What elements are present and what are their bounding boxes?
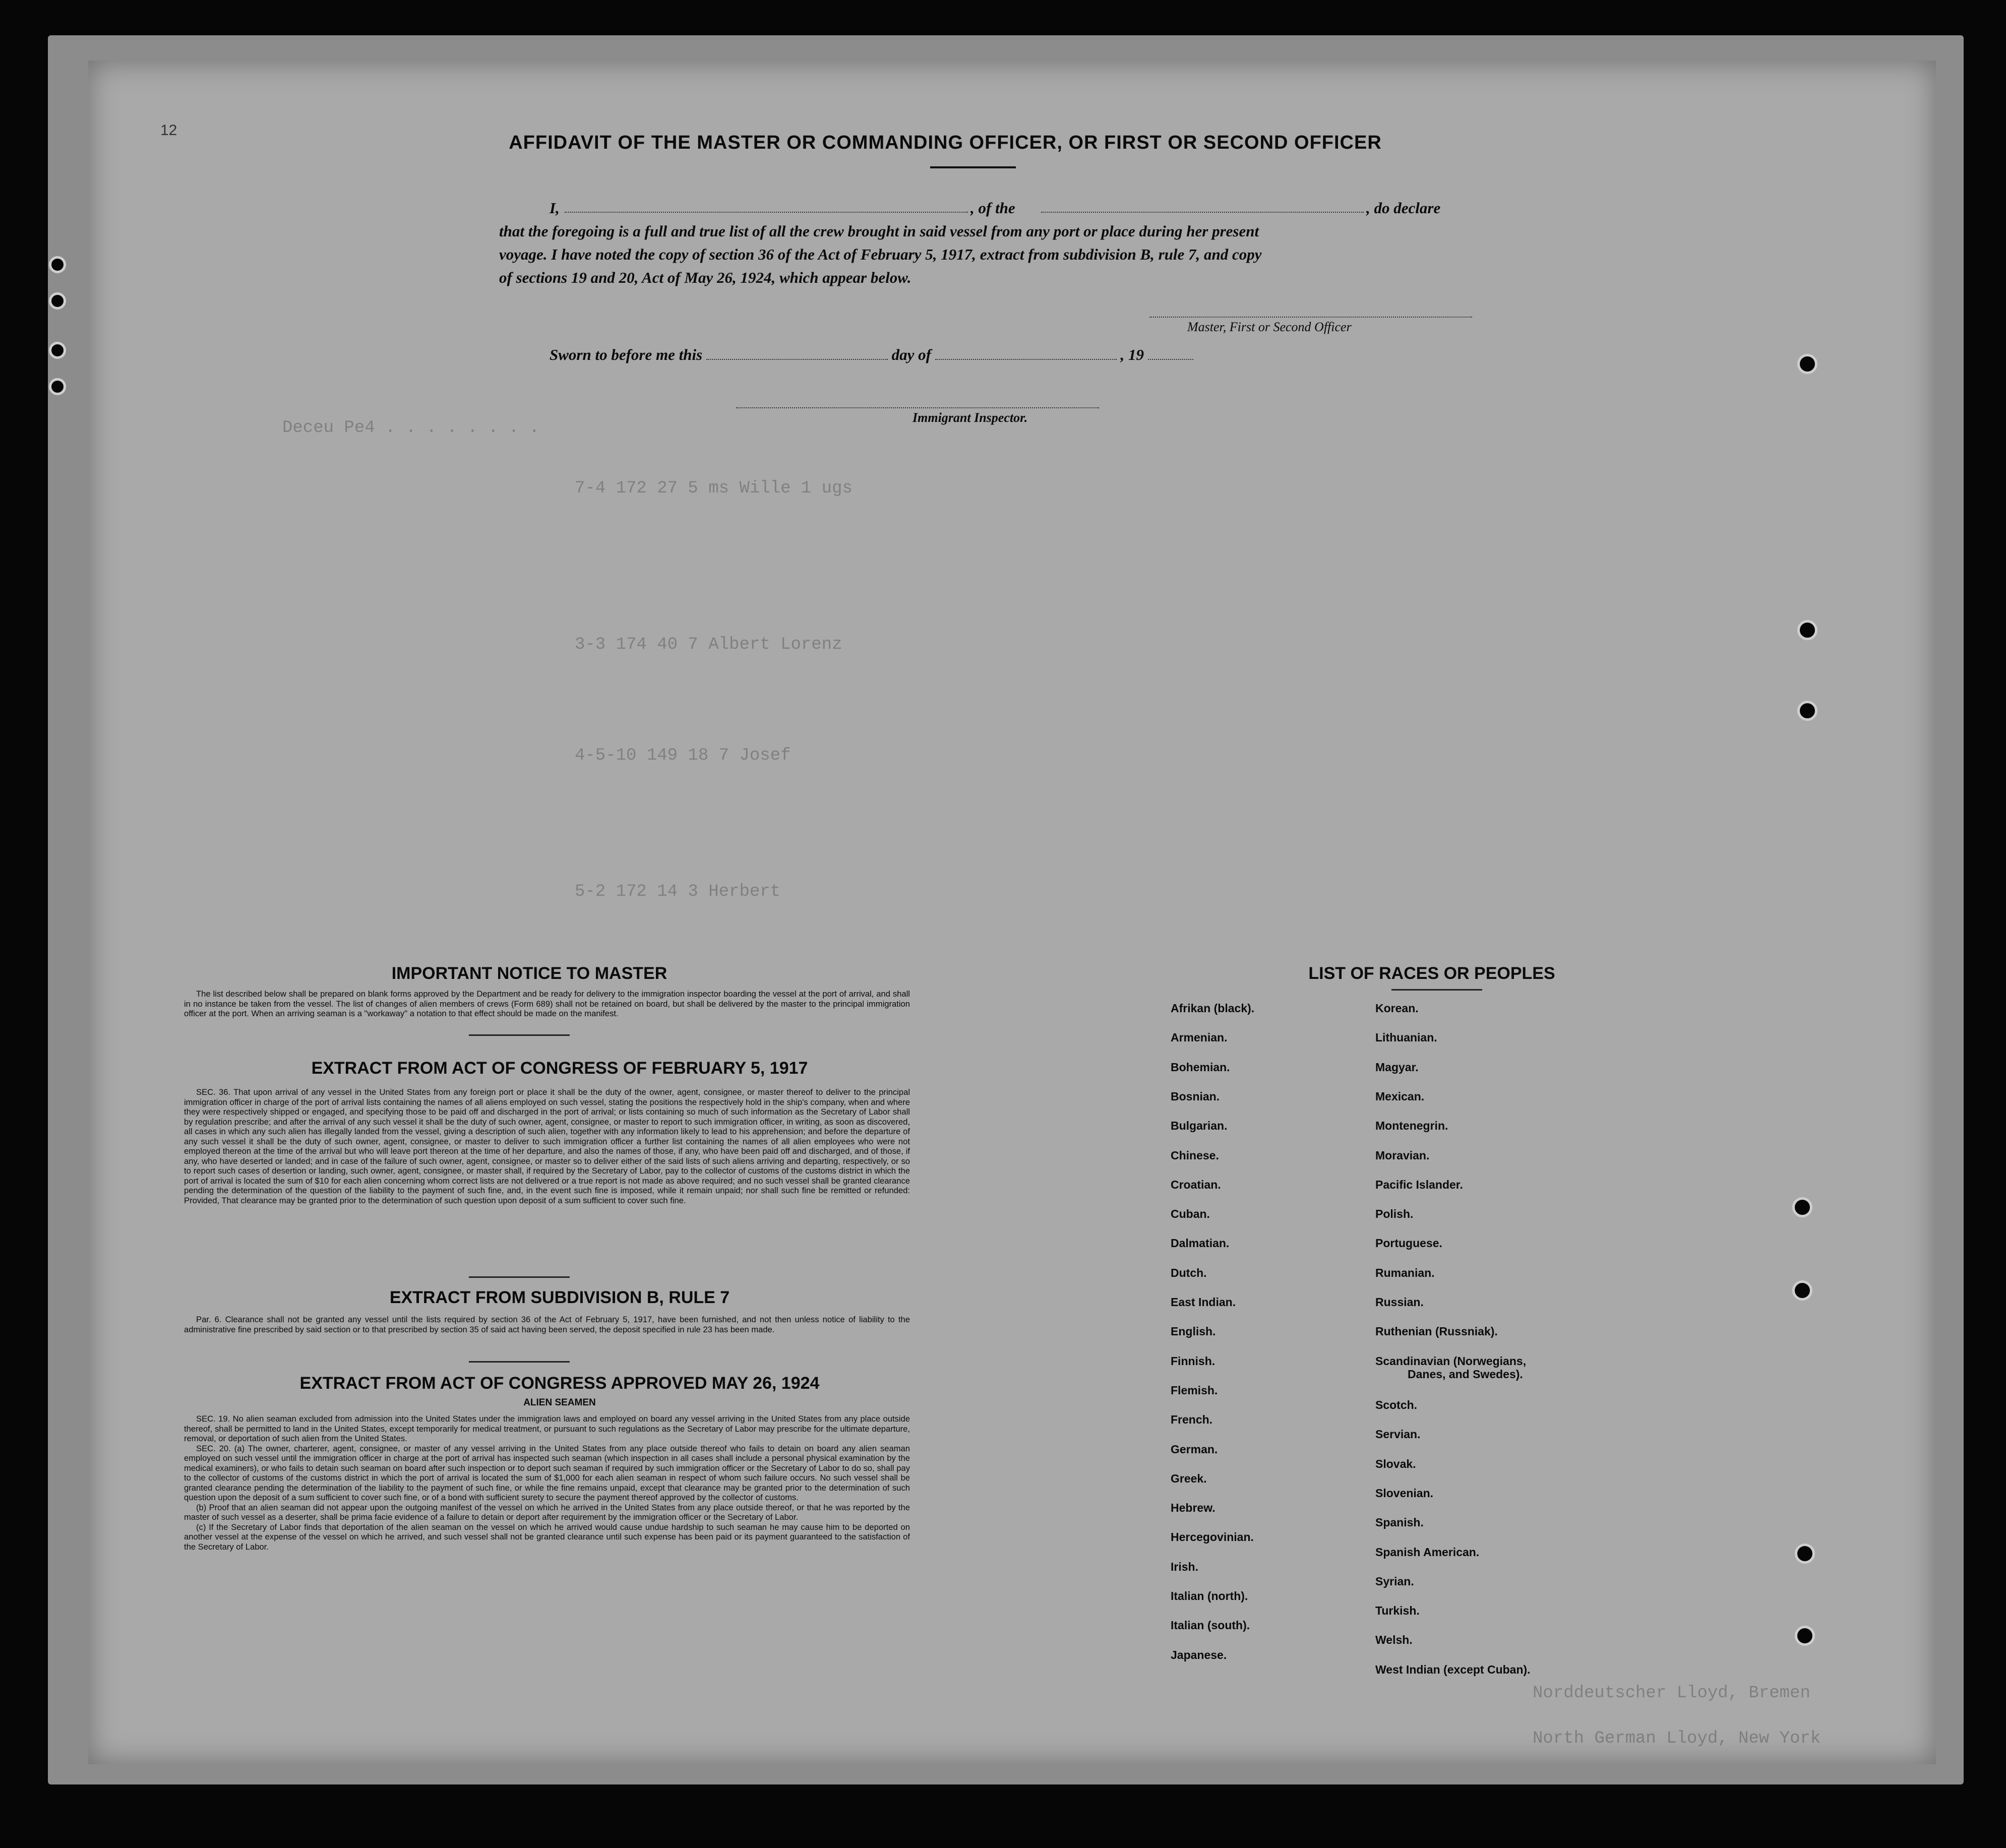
declaration-line-4: of sections 19 and 20, Act of May 26, 1924, which appear below.: [499, 269, 911, 286]
race-item: Servian.: [1375, 1428, 1421, 1441]
notice-text: [184, 989, 910, 1019]
signature-line[interactable]: [1149, 317, 1472, 318]
race-item: French.: [1171, 1413, 1213, 1426]
title-underline: [930, 166, 1016, 168]
race-item: Bohemian.: [1171, 1061, 1230, 1074]
decl-of: , of the: [970, 199, 1015, 217]
race-item: Scotch.: [1375, 1398, 1418, 1411]
race-item: Flemish.: [1171, 1384, 1218, 1397]
race-item: Japanese.: [1171, 1648, 1227, 1661]
race-item: English.: [1171, 1325, 1216, 1338]
page-number: 12: [160, 122, 177, 139]
race-item: Armenian.: [1171, 1031, 1228, 1044]
race-item: Mexican.: [1375, 1090, 1425, 1103]
binder-hole: [49, 292, 66, 310]
notice-title: IMPORTANT NOTICE TO MASTER: [391, 964, 667, 983]
race-item: Syrian.: [1375, 1575, 1414, 1588]
notice-paragraph: The list described below shall be prepared on blank forms approved by the Department and be ready for delivery to the immigration inspector boarding the vessel at the port of arrival, and shall in no instance be taken from the vessel. The list of changes of alien members of crews (Form 689) shall not be retained on board, but shall be delivered by the master to the principal immigration officer at the port. When an arriving seaman is a "workaway" a notation to that effect should be made on the manifest.: [184, 989, 910, 1018]
extract-1924-subtitle: ALIEN SEAMEN: [523, 1397, 596, 1408]
sec19-paragraph: SEC. 19. No alien seaman excluded from admission into the United States under the immigration laws and employed on board any vessel arriving in the United States from any place outside thereof, shall be permitted to land in the United States, except temporarily for medical treatment, or pursuant to such regulations as the Secretary of Labor may prescribe for the ultimate departure, removal, or deportation of such alien from the United States.: [184, 1414, 910, 1443]
extract-rule7-paragraph: Par. 6. Clearance shall not be granted any vessel until the lists required by section 36 of the Act of February 5, 1917, have been furnished, and not then unless notice of liability to the administrative fine prescribed by said section or to that prescribed by section 35 of said act having been served, the deposit specified in rule 23 has been made.: [184, 1315, 910, 1334]
inspector-label: Immigrant Inspector.: [913, 410, 1028, 425]
sec20b-paragraph: (b) Proof that an alien seaman did not appear upon the outgoing manifest of the vessel on which he arrived in the United States from any place outside thereof, or that he was reported by the master of such vessel as a deserter, shall be prima facie evidence of a failure to detain or deport after requirement by the immigration officer or the Secretary of Labor.: [184, 1502, 910, 1522]
section-divider: [469, 1034, 570, 1036]
sworn-day: day of: [891, 346, 931, 363]
decl-declare: , do declare: [1366, 199, 1441, 217]
race-item: Scandinavian (Norwegians,: [1375, 1354, 1527, 1368]
binder-hole: [1792, 1280, 1812, 1301]
declaration-line-2: that the foregoing is a full and true list of all the crew brought in said vessel from any port or place during her present: [499, 222, 1259, 240]
race-item: Spanish.: [1375, 1516, 1424, 1529]
sworn-year: , 19: [1120, 346, 1144, 363]
race-item: Dalmatian.: [1171, 1237, 1230, 1250]
race-item: Slovenian.: [1375, 1487, 1434, 1500]
binder-hole: [49, 378, 66, 395]
bleed-through: 7-4 172 27 5 ms Wille 1 ugs: [575, 479, 853, 498]
extract-rule7-title: EXTRACT FROM SUBDIVISION B, RULE 7: [389, 1288, 730, 1307]
race-item: Pacific Islander.: [1375, 1178, 1463, 1191]
declaration-line-3: voyage. I have noted the copy of section 36 of the Act of February 5, 1917, extract from subdivision B, rule 7, and copy: [499, 245, 1262, 263]
race-item: Bosnian.: [1171, 1090, 1220, 1103]
races-underline: [1391, 989, 1482, 991]
race-item: Dutch.: [1171, 1266, 1207, 1279]
race-item: East Indian.: [1171, 1296, 1236, 1309]
extract-rule7-text: [184, 1315, 910, 1334]
race-item: Greek.: [1171, 1472, 1207, 1485]
name-blank[interactable]: [565, 197, 968, 213]
extract-1917-title: EXTRACT FROM ACT OF CONGRESS OF FEBRUARY 5, 1917: [311, 1059, 808, 1078]
binder-hole: [49, 256, 66, 273]
race-item: Cuban.: [1171, 1207, 1210, 1220]
race-item: Bulgarian.: [1171, 1119, 1228, 1132]
inspector-signature-line[interactable]: [736, 407, 1099, 408]
bleed-through: North German Lloyd, New York: [1533, 1729, 1821, 1748]
sworn-day-blank[interactable]: [706, 344, 888, 360]
race-item: Danes, and Swedes).: [1408, 1368, 1523, 1381]
sworn-line: [550, 344, 1193, 364]
declaration-line-1: [499, 197, 1472, 220]
race-item: Lithuanian.: [1375, 1031, 1437, 1044]
race-item: Italian (north).: [1171, 1589, 1248, 1603]
affidavit-declaration: [499, 197, 1472, 289]
race-item: Chinese.: [1171, 1149, 1219, 1162]
signature-label: Master, First or Second Officer: [1187, 320, 1352, 334]
race-item: Rumanian.: [1375, 1266, 1435, 1279]
race-item: Hebrew.: [1171, 1501, 1215, 1514]
binder-hole: [49, 342, 66, 359]
binder-hole: [1795, 1544, 1815, 1564]
race-item: Ruthenian (Russniak).: [1375, 1325, 1498, 1338]
bleed-through: 3-3 174 40 7 Albert Lorenz: [575, 635, 842, 654]
race-item: Montenegrin.: [1375, 1119, 1448, 1132]
bleed-through: Norddeutscher Lloyd, Bremen: [1533, 1684, 1810, 1703]
sworn-month-blank[interactable]: [935, 344, 1117, 360]
sworn-prefix: Sworn to before me this: [550, 346, 703, 363]
race-item: Russian.: [1375, 1296, 1424, 1309]
vessel-blank[interactable]: [1041, 197, 1364, 213]
bleed-through: 5-2 172 14 3 Herbert: [575, 882, 781, 901]
race-item: Korean.: [1375, 1002, 1419, 1015]
race-item: Slovak.: [1375, 1457, 1416, 1470]
sworn-year-blank[interactable]: [1148, 344, 1193, 360]
bleed-through: 4-5-10 149 18 7 Josef: [575, 746, 791, 765]
binder-hole: [1797, 354, 1817, 374]
binder-hole: [1795, 1626, 1815, 1646]
race-item: Afrikan (black).: [1171, 1002, 1255, 1015]
race-item: Irish.: [1171, 1560, 1198, 1573]
race-item: Spanish American.: [1375, 1546, 1480, 1559]
section-divider: [469, 1361, 570, 1363]
affidavit-title: AFFIDAVIT OF THE MASTER OR COMMANDING OFFICER, OR FIRST OR SECOND OFFICER: [509, 132, 1382, 153]
race-item: German.: [1171, 1443, 1218, 1456]
races-title: LIST OF RACES OR PEOPLES: [1308, 964, 1555, 983]
race-item: Magyar.: [1375, 1061, 1419, 1074]
binder-hole: [1797, 701, 1817, 721]
race-item: Welsh.: [1375, 1633, 1413, 1646]
binder-hole: [1797, 620, 1817, 640]
race-item: Croatian.: [1171, 1178, 1221, 1191]
sec20a-paragraph: SEC. 20. (a) The owner, charterer, agent, consignee, or master of any vessel arriving in the United States from any place outside thereof who fails to detain on board any alien seaman employed on such vessel until the immigration officer in charge at the port of arrival has inspected such seaman (which inspection in all cases shall include a personal physical examination by the medical examiners), or who fails to detain such seaman on board after such inspection or to deport such seaman if required by such immigration officer or the Secretary of Labor to do so, shall pay to the collector of customs of the customs district in which the port of arrival is located the sum of $1,000 for each alien seaman in respect of whom such failure occurs. No such vessel shall be granted clearance pending the determination of the liability to the payment of such fine, or while the fine remains unpaid, except that clearance may be granted prior to the determination of such question upon the deposit of a sum sufficient to cover such fine, or of a bond with sufficient surety to secure the payment thereof approved by the collector of customs.: [184, 1443, 910, 1502]
race-item: Italian (south).: [1171, 1619, 1250, 1632]
extract-1917-text: [184, 1087, 910, 1205]
extract-1924-title: EXTRACT FROM ACT OF CONGRESS APPROVED MAY 26, 1924: [299, 1374, 820, 1393]
race-item: Finnish.: [1171, 1354, 1215, 1368]
extract-1917-paragraph: SEC. 36. That upon arrival of any vessel in the United States from any foreign port or place it shall be the duty of the owner, agent, consignee, or master thereof to deliver to the principal immigration officer in charge of the port of arrival lists containing the names of all aliens employed on such vessel, stating the positions the respectively hold in the ship's company, when and where they were respectively shipped or engaged, and specifying those to be paid off and discharged in the port of arrival; or lists containing so much of such information as the Secretary of Labor shall by regulation prescribe; and after the arrival of any such vessel it shall be the duty of such owner, agent, consignee, or master to report to such immigration officer, in writing, as soon as discovered, all cases in which any such alien has illegally landed from the vessel, giving a description of such alien, together with any information likely to lead to his apprehension; and before the departure of any such vessel it shall be the duty of such owner, agent, consignee, or master to deliver to such immigration officer a further list containing the names of all alien employees who were not employed thereon at the time of the arrival but who will leave port thereon at the time of her departure, and also the names of those, if any, who have been paid off and discharged, and of those, if any, who have deserted or landed; and in case of the failure of such owner, agent, consignee, or master so to deliver either of the said lists of such aliens arriving and departing, respectively, or so to report such cases of desertion or landing, such owner, agent, consignee, or master shall, if required by the Secretary of Labor, pay to the collector of customs of the customs district in which the port of arrival is located the sum of $10 for each alien concerning whom correct lists are not delivered or a true report is not made as above required; and no such vessel shall be granted clearance pending the determination of the question of the liability to the payment of such fine, and, in the event such fine is imposed, while it remain unpaid; nor shall such fine be remitted or refunded: Provided, That clearance may be granted prior to the determination of such question upon deposit of a sum sufficient to cover such fine.: [184, 1087, 910, 1205]
section-divider: [469, 1276, 570, 1278]
extract-1924-text: [184, 1414, 910, 1552]
decl-i: I,: [550, 199, 560, 217]
binder-hole: [1792, 1197, 1812, 1217]
race-item: Polish.: [1375, 1207, 1414, 1220]
race-item: West Indian (except Cuban).: [1375, 1663, 1531, 1676]
race-item: Portuguese.: [1375, 1237, 1442, 1250]
race-item: Turkish.: [1375, 1604, 1420, 1617]
bleed-through: Deceu Pe4 . . . . . . . .: [282, 418, 540, 438]
race-item: Moravian.: [1375, 1149, 1430, 1162]
race-item: Hercegovinian.: [1171, 1530, 1254, 1544]
sec20c-paragraph: (c) If the Secretary of Labor finds that deportation of the alien seaman on the vessel on which he arrived would cause undue hardship to such seaman he may cause him to be deported on another vessel at the expense of the vessel on which he arrived, and such vessel shall not be granted clearance until such expense has been paid or its payment guaranteed to the satisfaction of the Secretary of Labor.: [184, 1522, 910, 1552]
